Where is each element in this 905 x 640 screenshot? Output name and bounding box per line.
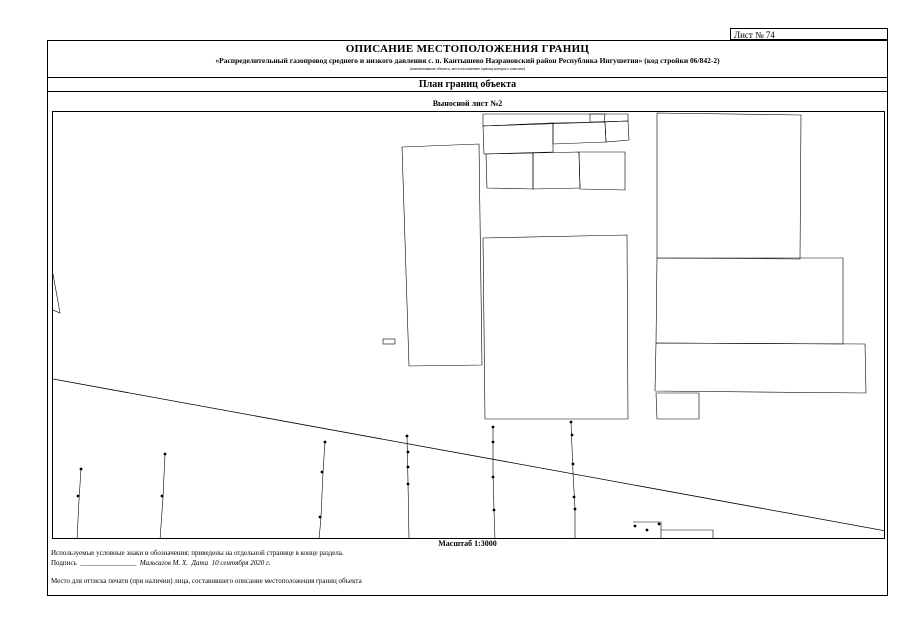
date-label: Дата (191, 559, 209, 567)
boundary-point (646, 529, 649, 532)
parcel (483, 114, 605, 126)
parcel (656, 258, 843, 344)
boundary-point (406, 435, 409, 438)
parcel (486, 153, 533, 189)
parcel (657, 113, 801, 259)
parcel (590, 114, 628, 122)
parcel (656, 393, 699, 419)
boundary-point (658, 523, 661, 526)
boundary-point (634, 525, 637, 528)
pipeline-route (493, 427, 495, 539)
boundary-point (319, 516, 322, 519)
boundary-point (164, 453, 167, 456)
boundary-point (573, 496, 576, 499)
legend-note: Используемые условные знаки и обозначения: приведены на отдельной странице в конце раздела. (51, 549, 344, 557)
pipeline-route (571, 422, 575, 539)
parcel (655, 343, 866, 393)
parcel-edge (53, 274, 60, 313)
sheet-subtitle: Выносной лист №2 (432, 99, 503, 108)
boundary-point (324, 441, 327, 444)
object-caption: (наименование объекта, местоположение границ которого описано) (409, 66, 526, 71)
boundary-point (407, 466, 410, 469)
sheet-number: Лист № 74 (730, 28, 888, 40)
boundary-point (321, 471, 324, 474)
boundary-point (492, 426, 495, 429)
boundary-point (161, 495, 164, 498)
boundary-point (574, 508, 577, 511)
boundary-point (77, 495, 80, 498)
document-title: ОПИСАНИЕ МЕСТОПОЛОЖЕНИЯ ГРАНИЦ (345, 43, 590, 55)
boundary-point (407, 483, 410, 486)
parcel (402, 144, 482, 366)
boundary-point (571, 434, 574, 437)
parcel (533, 152, 580, 189)
boundary-point (572, 463, 575, 466)
pipeline-route (319, 442, 325, 539)
road-line (53, 379, 885, 531)
document-frame (47, 40, 888, 596)
boundary-point (493, 509, 496, 512)
boundary-point (492, 441, 495, 444)
signer-name: Мальсагов М. Х. (139, 559, 188, 567)
parcel (579, 152, 625, 190)
pipeline-route (661, 530, 713, 539)
title-block (48, 41, 887, 78)
boundary-point (570, 421, 573, 424)
boundary-plan-map (52, 111, 885, 539)
small-structure (383, 339, 395, 344)
plan-drawing (53, 112, 885, 539)
object-name: «Распределительный газопровод среднего и низкого давления с. п. Кантышево Назрановский район Республика Ингушетия» (код стройки 06/842-2) (215, 56, 720, 65)
parcel (605, 121, 629, 142)
parcel (553, 122, 606, 144)
signature-line: ________________ (80, 559, 137, 567)
date-value: 10 сентября 2020 г. (211, 559, 271, 567)
boundary-point (492, 476, 495, 479)
signature-label: Подпись (51, 559, 77, 567)
signature-row (51, 559, 270, 567)
map-scale: Масштаб 1:3000 (438, 539, 497, 548)
section-title: План границ объекта (48, 78, 887, 92)
parcel (483, 235, 628, 419)
parcel (483, 123, 553, 154)
stamp-note: Место для оттиска печати (при наличии) лица, составившего описание местоположения границ объекта (51, 577, 362, 585)
boundary-point (407, 451, 410, 454)
pipeline-route (77, 469, 81, 539)
boundary-point (80, 468, 83, 471)
